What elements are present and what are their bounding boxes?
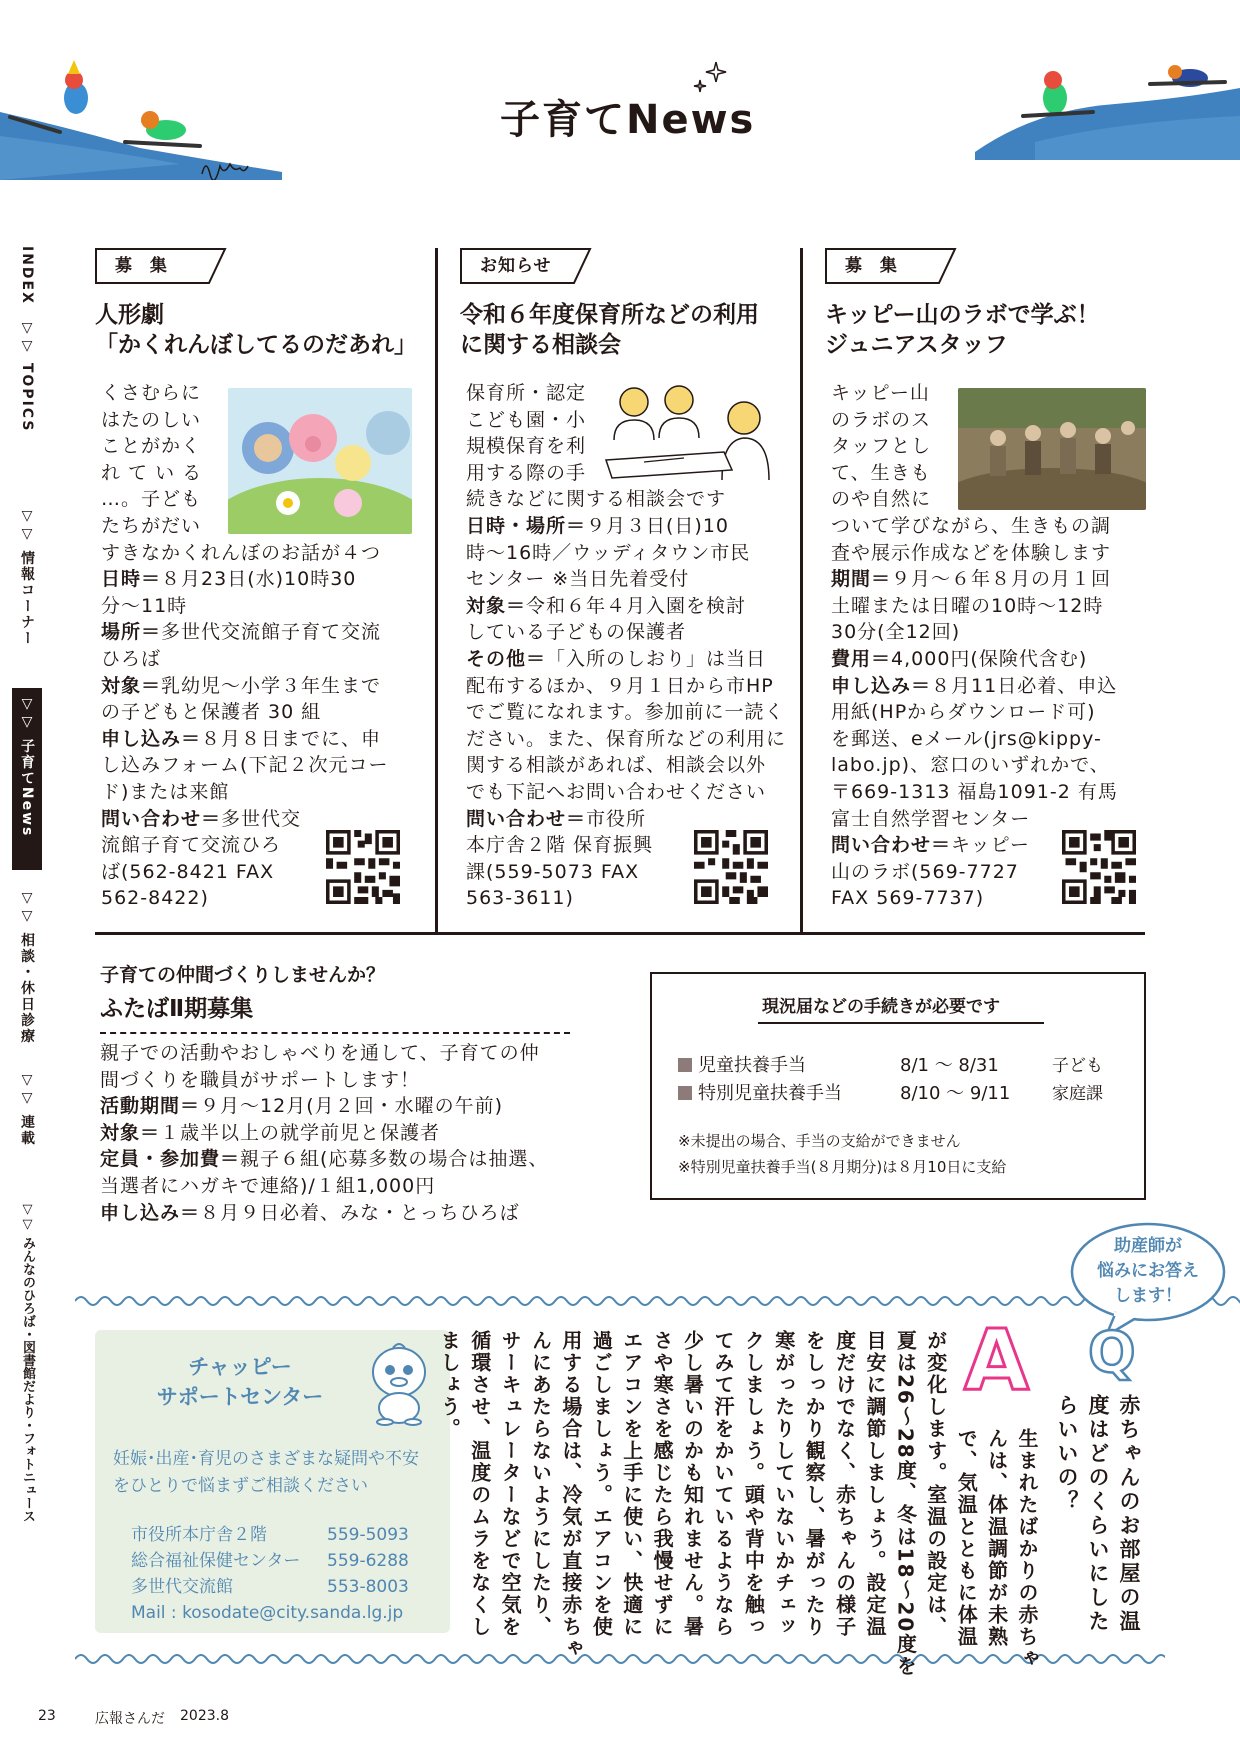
puppet-photo: [228, 388, 412, 534]
sidebar-item-hiroba[interactable]: ▽▽ みんなのひろば・図書館だより・フォトニュース: [20, 1202, 35, 1523]
column-divider-1: [435, 248, 438, 934]
issue-date: 2023.8: [180, 1708, 229, 1724]
futaba-recruitment: [100, 962, 570, 1226]
notice-title-rule: [758, 1022, 1044, 1024]
qr-code[interactable]: [1062, 830, 1136, 904]
chappy-contacts: [131, 1522, 409, 1626]
chappy-title: チャッピー サポートセンター: [156, 1355, 324, 1409]
sidebar-item-info-corner[interactable]: ▽▽ 情報コーナー: [19, 508, 35, 647]
consultation-illustration: [604, 380, 779, 492]
category-tag: お知らせ: [460, 248, 574, 284]
question-text: 赤ちゃんのお部屋の温 度はどのくらいにした らいいの？: [1055, 1394, 1141, 1634]
period-list: 8/1 ～ 8/31 8/10 ～ 9/11: [900, 1055, 1011, 1104]
sidebar-item-series[interactable]: ▽▽ 連載: [19, 1072, 35, 1147]
contact-row: 多世代交流館 553-8003: [131, 1577, 409, 1597]
article-junior-staff: [825, 248, 1145, 912]
bubble-text: 助産師が 悩みにお答え します！: [1097, 1236, 1199, 1306]
chappy-lead: 妊娠･出産･育児のさまざまな疑問や不安 をひとりで悩まずご相談ください: [113, 1449, 419, 1496]
mud-activity-photo: [958, 388, 1146, 510]
qr-code[interactable]: [694, 830, 768, 904]
allowance-item: 特別児童扶養手当: [678, 1080, 842, 1108]
dashed-divider: [100, 1032, 570, 1034]
contact-mail: Mail : kosodate@city.sanda.lg.jp: [131, 1603, 404, 1623]
sidebar-item-index[interactable]: INDEX: [19, 246, 35, 305]
article-title: 人形劇 「かくれんぼしてるのだあれ」: [95, 302, 417, 358]
columns-bottom-rule: [95, 932, 1145, 935]
q-mark: Q: [1088, 1321, 1136, 1386]
futaba-title: ふたばⅡ期募集: [100, 996, 254, 1022]
article-body: くさむらに はたのしい ことがかく れ て い る …。子ども たちがだい すきなかくれんぼのお話が４つ 日時＝８月23日(水)10時30 分～11時 場所＝多世代交流館子育て交流 ひろば 対象＝乳幼児～小学３年生まで の子どもと保護者 30 組 申し込み＝８月８日までに、申 し込みフォーム(下記２次元コー ド)または来館 問い合わせ＝多世代交 流館子育て交流ひろ ば(562-8421 FAX 562-8422): [101, 382, 389, 910]
article-title: キッピー山のラボで学ぶ！ ジュニアスタッフ: [825, 302, 1100, 358]
sidebar-item-consultation[interactable]: ▽▽ 相談・休日診療: [19, 890, 35, 1045]
futaba-subtitle: 子育ての仲間づくりしませんか？: [100, 964, 386, 986]
page-number: 23: [38, 1708, 56, 1724]
category-tag: 募 集: [825, 248, 939, 284]
allowance-item: 児童扶養手当: [678, 1052, 842, 1080]
contact-row: 市役所本庁舎２階 559-5093: [131, 1525, 409, 1545]
article-body: 保育所・認定 こども園・小 規模保育を利 用する際の手 続きなどに関する相談会です 日時・場所＝９月３日(日)10 時～16時／ウッディタウン市民 センター ※当日先着受付 対象＝令和６年４月入園を検討 している子どもの保護者 その他＝「入所のしおり」は当日 配布するほか、９月１日から市HP でご覧になれます。参加前に一読く ださい。また、保育所などの利用に 関する相談があれば、相談会以外 でも下記へお問い合わせください 問い合わせ＝市役所 本庁舎２階 保育振興 課(559-5073 FAX 563-3611): [466, 382, 787, 910]
page-title: 子育てNews: [500, 97, 756, 143]
a-mark: A: [964, 1311, 1030, 1409]
answer-text: 生まれたばかりの赤ちゃ んは、体温調節が未熟 で、気温とともに体温 が変化します。室温の設定は、 夏は26～28度、冬は18～20度を 目安に調節しましょう。設定温 度だけでなく、赤ちゃんの様子 をしっかり観察し、暑がったり 寒がったりしていないかチェッ クしましょう。頭や背中を触っ てみて汗をかいているようなら 少し暑いのかも知れません。暑 さや寒さを感じたら我慢せずに エアコンを上手に使い、快適に 過ごしましょう。エアコンを使 用する場合は、冷気が直接赤ちゃ んにあたらないようにしたり、 サーキュレーターなどで空気を 循環させ、温度のムラをなくし ましょう。: [437, 1330, 1039, 1678]
publication-name: 広報さんだ: [95, 1711, 165, 1727]
contact-row: 総合福祉保健センター 559-6288: [131, 1551, 409, 1571]
hero-illustration-right: [975, 60, 1240, 160]
article-body: キッピー山 のラボのス タッフとし て、生きも のや自然に ついて学びながら、生きもの調 査や展示作成などを体験します 期間＝９月～６年８月の月１回 土曜または日曜の10時～12時 30分(全12回) 費用＝4,000円(保険代含む) 申し込み＝８月11日必着、申込 用紙(HPからダウンロード可) を郵送、eメール(jrs@kippy- labo.jp)、窓口のいずれかで、 〒669-1313 福島1091-2 有馬 富士自然学習センター 問い合わせ＝キッピー 山のラボ(569-7727 FAX 569-7737): [831, 382, 1118, 910]
sidebar-item-topics[interactable]: ▽▽ TOPICS: [19, 320, 35, 433]
article-title: 令和６年度保育所などの利用 に関する相談会: [460, 302, 759, 358]
department-name: 子ども 家庭課: [1052, 1056, 1103, 1104]
article-puppet-show: [95, 248, 417, 912]
column-divider-2: [800, 248, 803, 934]
sidebar-item-kosodate-news[interactable]: ▽▽ 子育てNews: [12, 688, 42, 870]
chappy-mascot-icon: [363, 1342, 435, 1426]
signature-scribble: [200, 156, 250, 180]
chappy-support-center: [95, 1330, 450, 1633]
wavy-rule-bottom: [75, 1650, 1165, 1668]
category-tag: 募 集: [95, 248, 209, 284]
qr-code[interactable]: [326, 830, 400, 904]
futaba-body: 親子での活動やおしゃべりを通して、子育ての仲 間づくりを職員がサポートします！ 活動期間＝９月～12月(月２回・水曜の午前) 対象＝１歳半以上の就学前児と保護者 定員・参加費＝親子６組(応募多数の場合は抽選、 当選者にハガキで連絡)/１組1,000円 申し込み＝８月９日必着、みな・とっちひろば: [100, 1042, 549, 1224]
allowance-list: [678, 1052, 842, 1108]
notice-title: 現況届などの手続きが必要です: [762, 997, 1000, 1017]
notice-notes: ※未提出の場合、手当の支給ができません ※特別児童扶養手当(８月期分)は８月10日に支給: [678, 1132, 1007, 1176]
status-report-notice: [650, 972, 1146, 1200]
article-nursery-consultation: [460, 248, 785, 912]
